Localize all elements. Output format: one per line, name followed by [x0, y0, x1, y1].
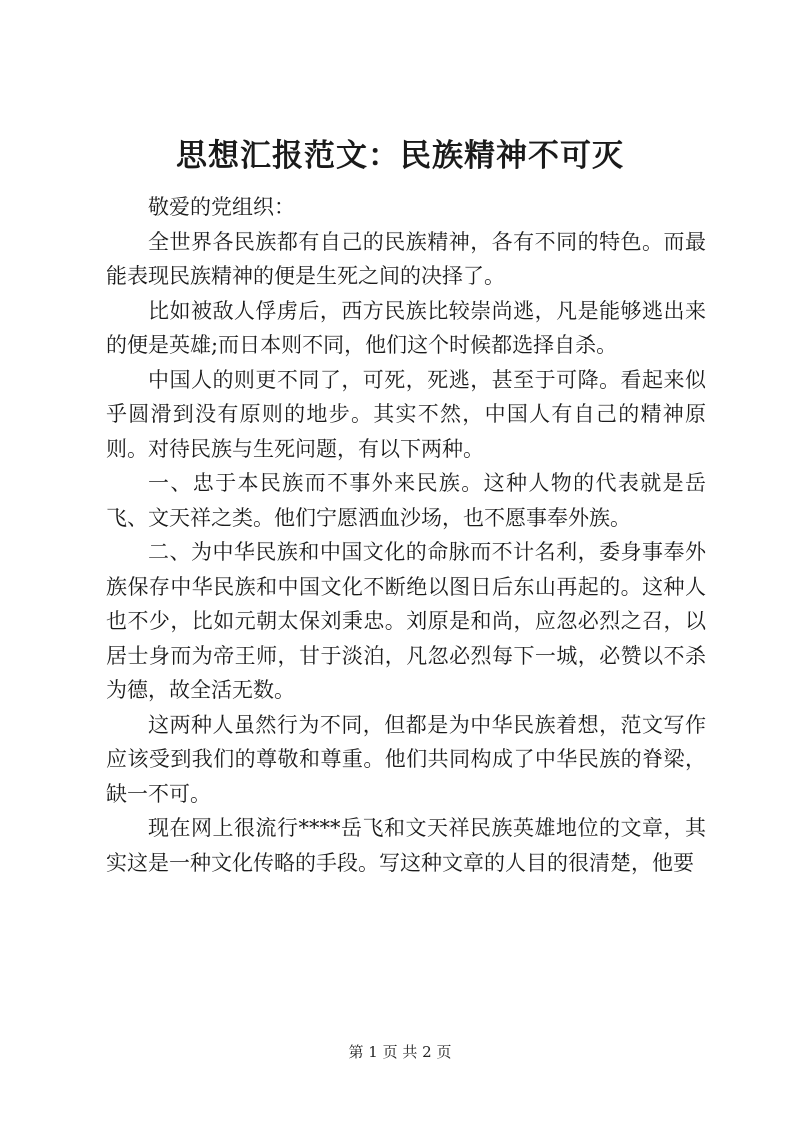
- page-number-footer: 第 1 页 共 2 页: [348, 1043, 452, 1061]
- paragraph-5: 二、为中华民族和中国文化的命脉而不计名利，委身事奉外族保存中华民族和中国文化不断绝以图日后东山再起的。这种人也不少，比如元朝太保刘秉忠。刘原是和尚，应忽必烈之召，以居士身而为帝王师，甘于淡泊，凡忽必烈每下一城，必赞以不杀为德，故全活无数。: [106, 540, 706, 702]
- paragraph-4: 一、忠于本民族而不事外来民族。这种人物的代表就是岳飞、文天祥之类。他们宁愿洒血沙场，也不愿事奉外族。: [106, 471, 706, 530]
- paragraph-2: 比如被敌人俘虏后，西方民族比较崇尚逃，凡是能够逃出来的便是英雄;而日本则不同，他们这个时候都选择自杀。: [106, 298, 706, 357]
- paragraph-3: 中国人的则更不同了，可死，死逃，甚至于可降。看起来似乎圆滑到没有原则的地步。其实不然，中国人有自己的精神原则。对待民族与生死问题，有以下两种。: [106, 367, 706, 461]
- paragraph-6: 这两种人虽然行为不同，但都是为中华民族着想，范文写作应该受到我们的尊敬和尊重。他们共同构成了中华民族的脊梁，缺一不可。: [106, 712, 706, 806]
- paragraph-7: 现在网上很流行****岳飞和文天祥民族英雄地位的文章，其实这是一种文化传略的手段。写这种文章的人目的很清楚，他要: [106, 816, 706, 875]
- document-body: [106, 190, 706, 880]
- paragraph-1: 全世界各民族都有自己的民族精神，各有不同的特色。而最能表现民族精神的便是生死之间的决择了。: [106, 229, 706, 288]
- document-title: 思想汇报范文：民族精神不可灭: [176, 138, 624, 174]
- salutation: 敬爱的党组织：: [148, 195, 295, 219]
